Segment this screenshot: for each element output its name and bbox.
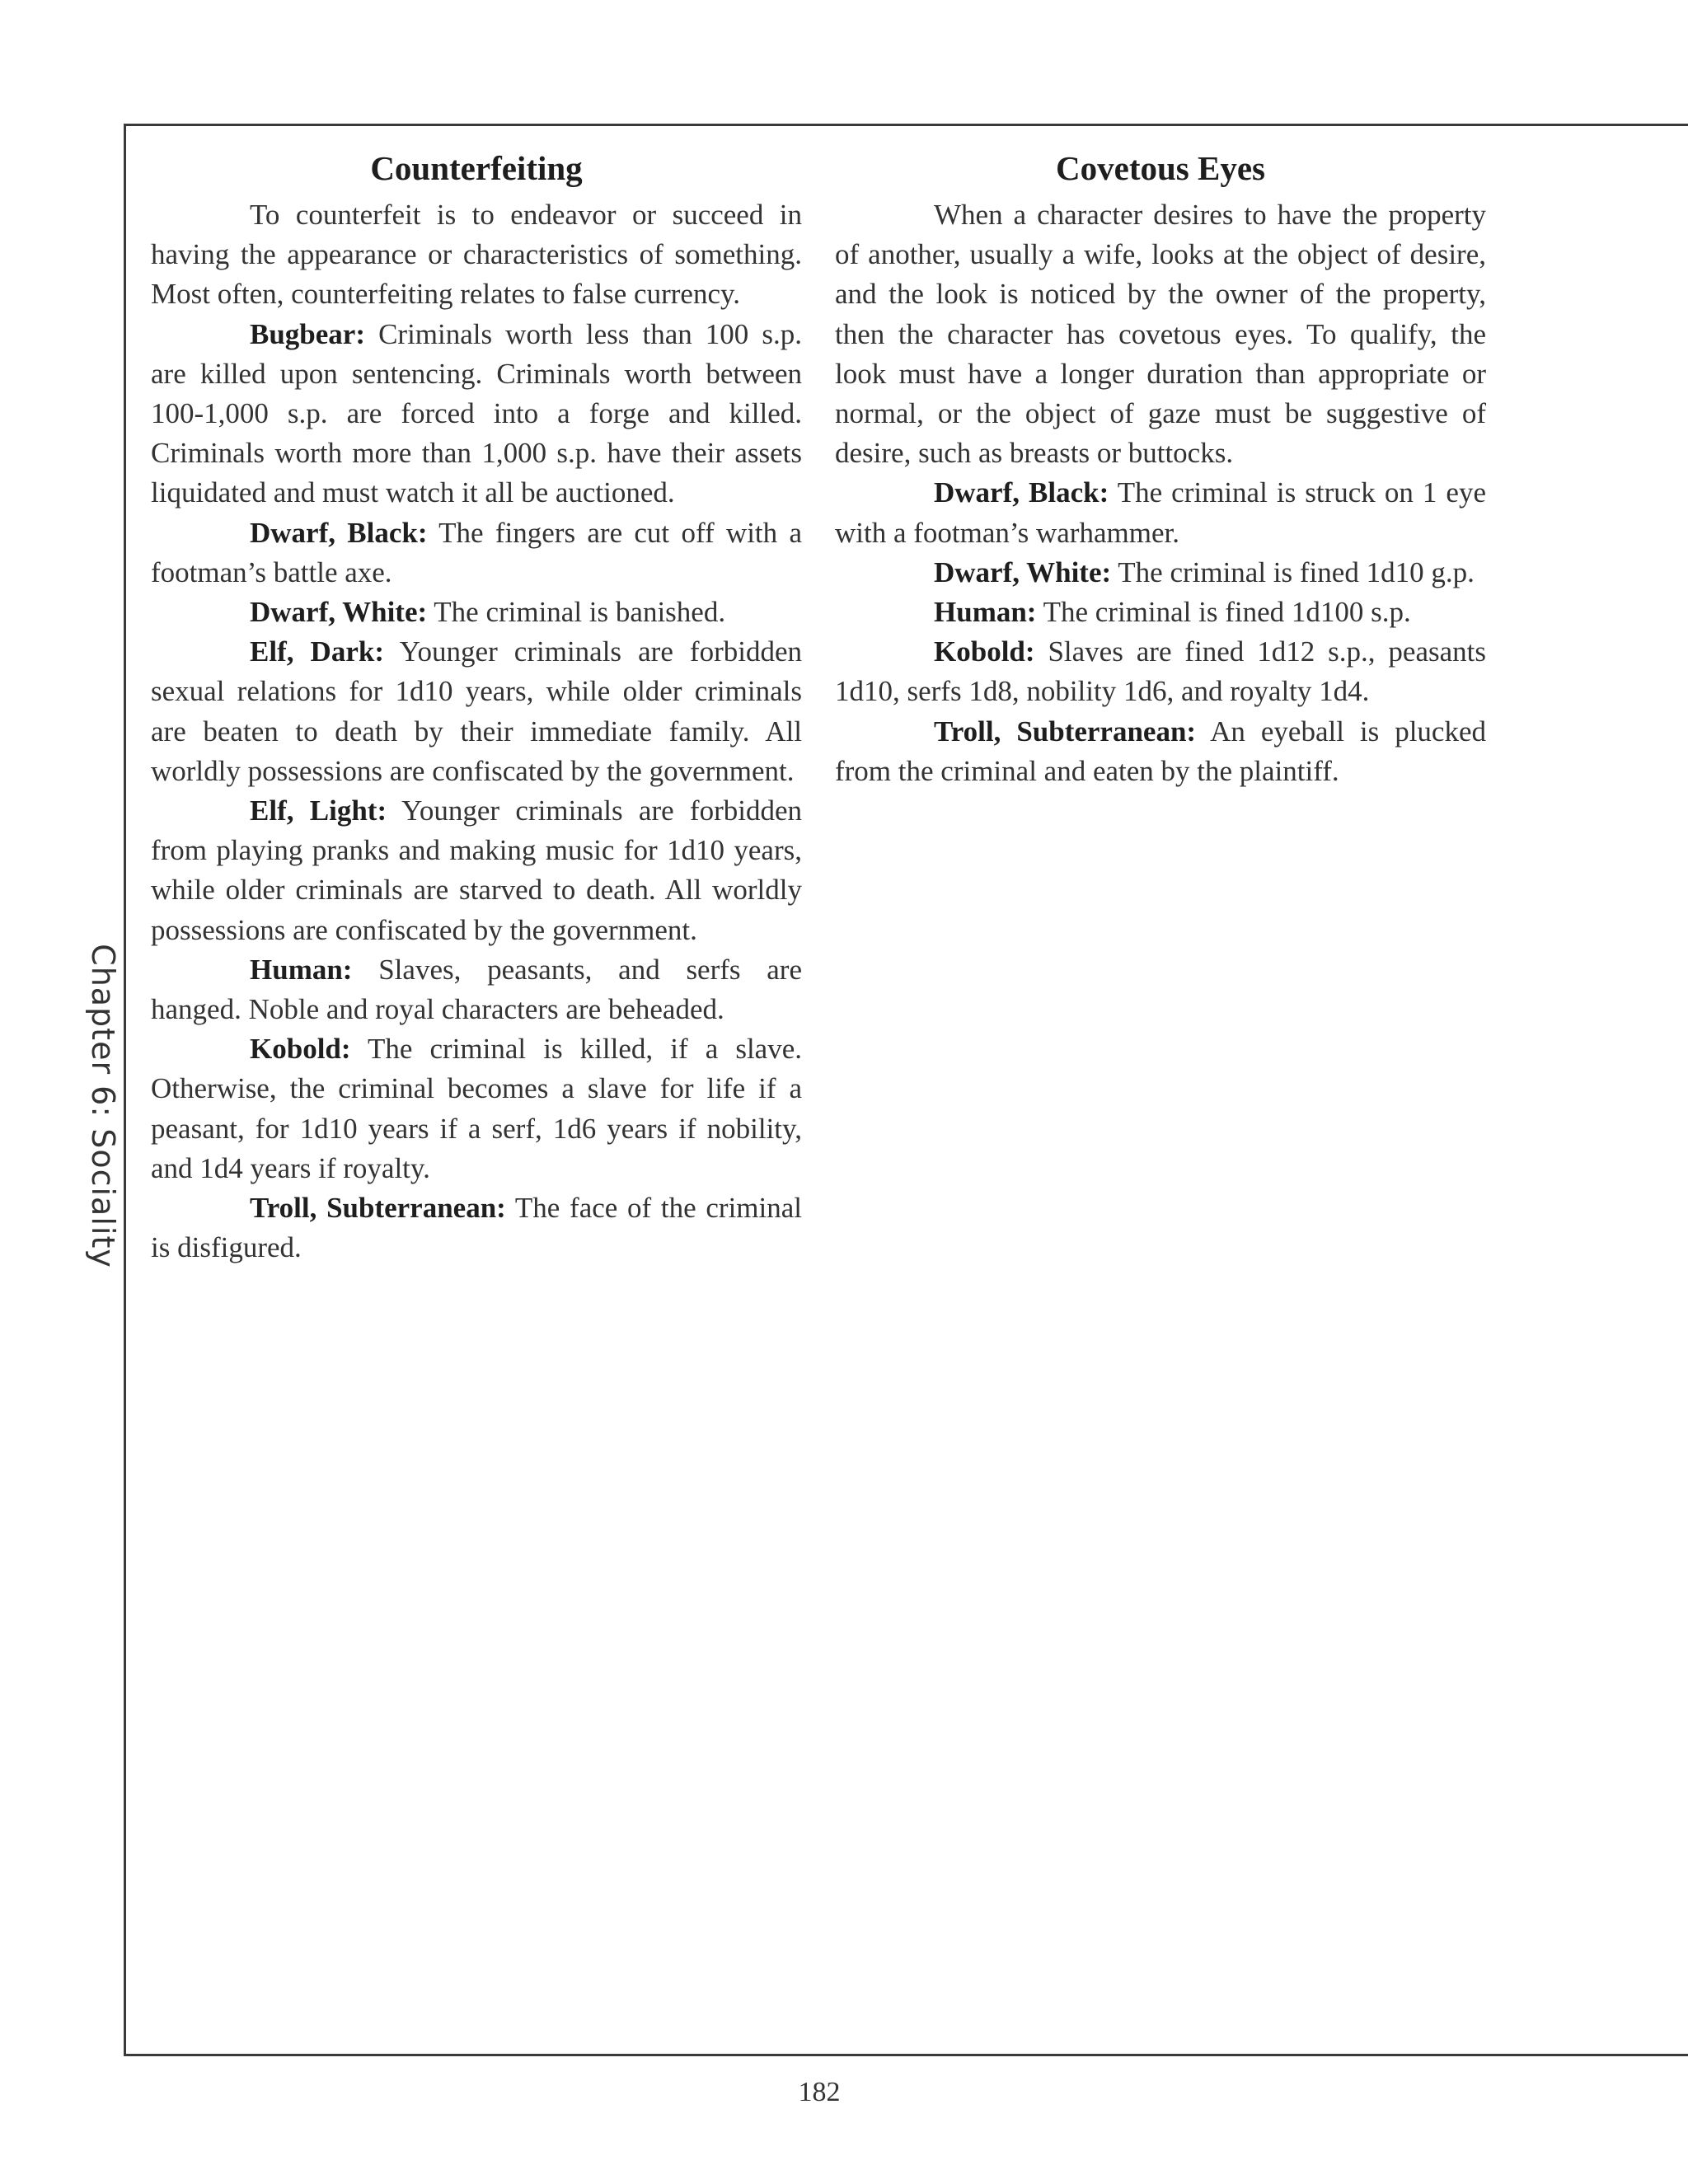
entry-dwarf-white	[151, 593, 802, 632]
entry-human	[835, 593, 1486, 632]
entry-text: The criminal is fined 1d100 s.p.	[1036, 596, 1411, 629]
chapter-side-label	[66, 933, 140, 1279]
entry-text: The criminal is banished.	[427, 596, 726, 629]
entry-text: Slaves, peasants, and serfs are hanged. Noble and royal characters are beheaded.	[151, 953, 802, 1026]
entry-text: The face of the criminal is disfigured.	[151, 1192, 803, 1264]
entry-dwarf-white	[835, 553, 1486, 593]
section-title-counterfeiting: Counterfeiting	[370, 149, 583, 187]
entry-text: The fingers are cut off with a footman’s battle axe.	[151, 516, 802, 588]
entry-bugbear	[151, 315, 802, 513]
page-number: 182	[798, 2077, 841, 2107]
entry-term: Troll, Subterranean:	[250, 1192, 506, 1225]
entry-term: Troll, Subterranean:	[934, 715, 1197, 748]
counterfeiting-section	[151, 144, 802, 1268]
entry-kobold	[835, 632, 1486, 711]
entry-kobold	[151, 1029, 802, 1188]
entry-term: Dwarf, Black:	[250, 516, 428, 549]
entry-dwarf-black	[835, 473, 1486, 552]
entry-text: The criminal is struck on 1 eye with a footman’s warhammer.	[835, 476, 1487, 549]
entry-human	[151, 950, 802, 1029]
entry-text: Younger criminals are forbidden from playing pranks and making music for 1d10 years, while older criminals are starved to death. All worldly possessions are confiscated by the government.	[151, 794, 802, 946]
entry-term: Human:	[934, 596, 1037, 629]
entry-troll-subterranean	[151, 1188, 802, 1268]
entry-term: Human:	[250, 953, 353, 986]
entry-text: Slaves are fined 1d12 s.p., peasants 1d10, serfs 1d8, nobility 1d6, and royalty 1d4.	[835, 635, 1486, 708]
entry-elf-dark	[151, 632, 802, 791]
entry-dwarf-black	[151, 513, 802, 593]
entry-text: Criminals worth less than 100 s.p. are killed upon sentencing. Criminals worth between 100-1,000 s.p. are forced into a forge and killed. Criminals worth more than 1,000 s.p. have their assets liquidated and must watch it all be auctioned.	[151, 317, 802, 509]
entry-term: Elf, Light:	[250, 794, 387, 827]
covetous-eyes-intro: When a character desires to have the property of another, usually a wife, looks at the object of desire, and the look is noticed by the owner of the property, then the character has covetous eyes. To qualify, the look must have a longer duration than appropriate or normal, or the object of gaze must be suggestive of desire, such as breasts or buttocks.	[835, 199, 1486, 470]
entry-term: Kobold:	[934, 635, 1035, 668]
entry-term: Dwarf, Black:	[934, 476, 1109, 509]
chapter-label-text: Chapter 6: Sociality	[85, 944, 121, 1268]
entry-text: An eyeball is plucked from the criminal and eaten by the plaintiff.	[835, 715, 1486, 787]
entry-term: Dwarf, White:	[934, 555, 1112, 588]
counterfeiting-intro: To counterfeit is to endeavor or succeed in having the appearance or characteristics of something. Most often, counterfeiting relates to false currency.	[151, 199, 802, 311]
entry-text: The criminal is killed, if a slave. Otherwise, the criminal becomes a slave for life if a peasant, for 1d10 years if a serf, 1d6 years if nobility, and 1d4 years if royalty.	[151, 1033, 802, 1184]
entry-term: Dwarf, White:	[250, 596, 428, 629]
entry-term: Elf, Dark:	[250, 635, 384, 668]
entry-term: Bugbear:	[250, 317, 365, 350]
entry-troll-subterranean	[835, 712, 1486, 791]
section-title-covetous-eyes: Covetous Eyes	[1056, 149, 1265, 187]
entry-text: Younger criminals are forbidden sexual relations for 1d10 years, while older criminals are beaten to death by their immediate family. All worldly possessions are confiscated by the government.	[151, 635, 802, 787]
entry-text: The criminal is fined 1d10 g.p.	[1111, 555, 1475, 588]
entry-elf-light	[151, 791, 802, 950]
entry-term: Kobold:	[250, 1033, 351, 1066]
covetous-eyes-section	[835, 144, 1486, 791]
